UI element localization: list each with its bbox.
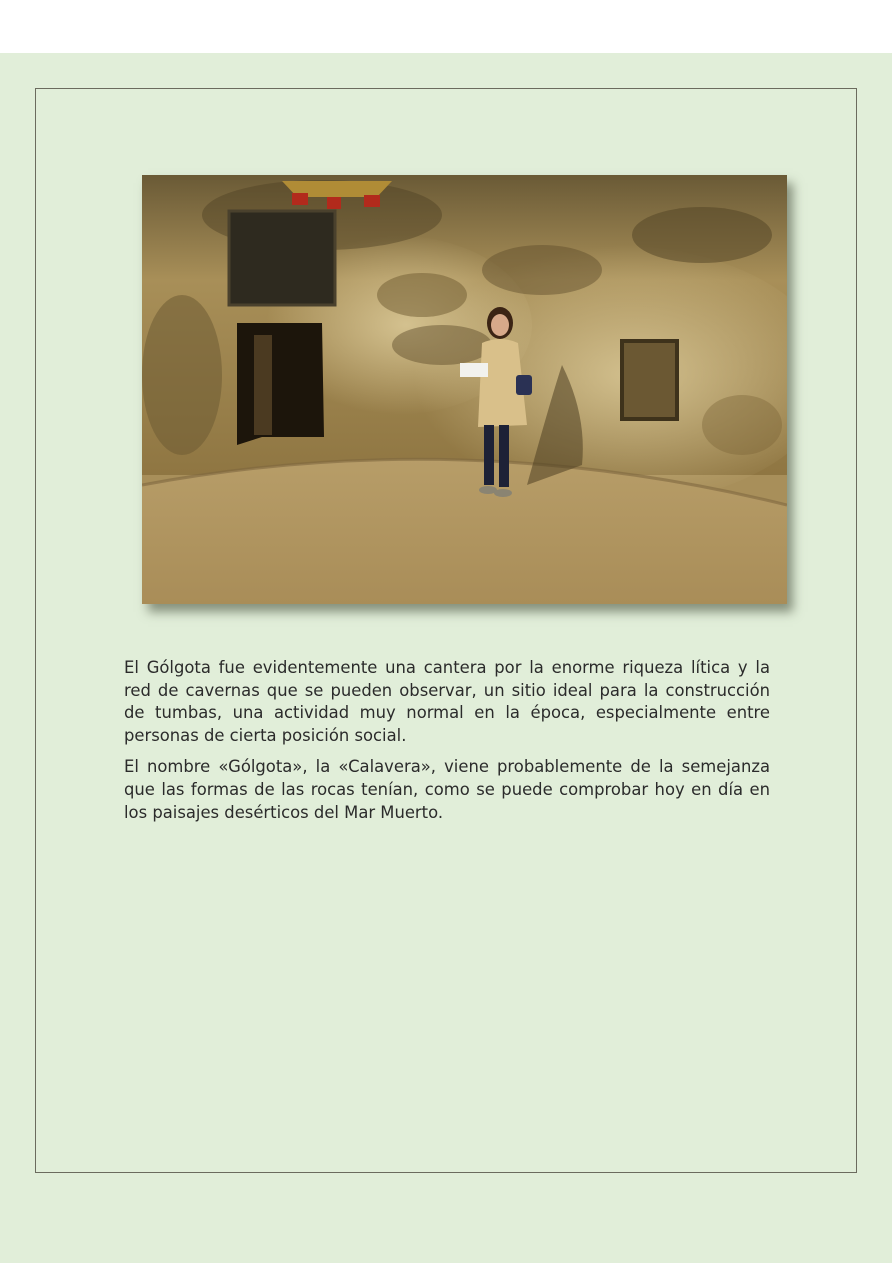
paragraph: El nombre «Gólgota», la «Calavera», viene probablemente de la semejanza que las formas de las rocas tenían, como se puede comprobar hoy en día en los paisajes desérticos del Mar Muerto. <box>124 757 770 822</box>
paragraph: El Gólgota fue evidentemente una cantera por la enorme riqueza lítica y la red de cavernas que se pueden observar, un sitio ideal para la construcción de tumbas, una actividad muy normal en la época, especialmente entre personas de cierta posición social. <box>124 658 770 745</box>
cave-photo <box>142 175 787 604</box>
body-text <box>124 657 770 833</box>
